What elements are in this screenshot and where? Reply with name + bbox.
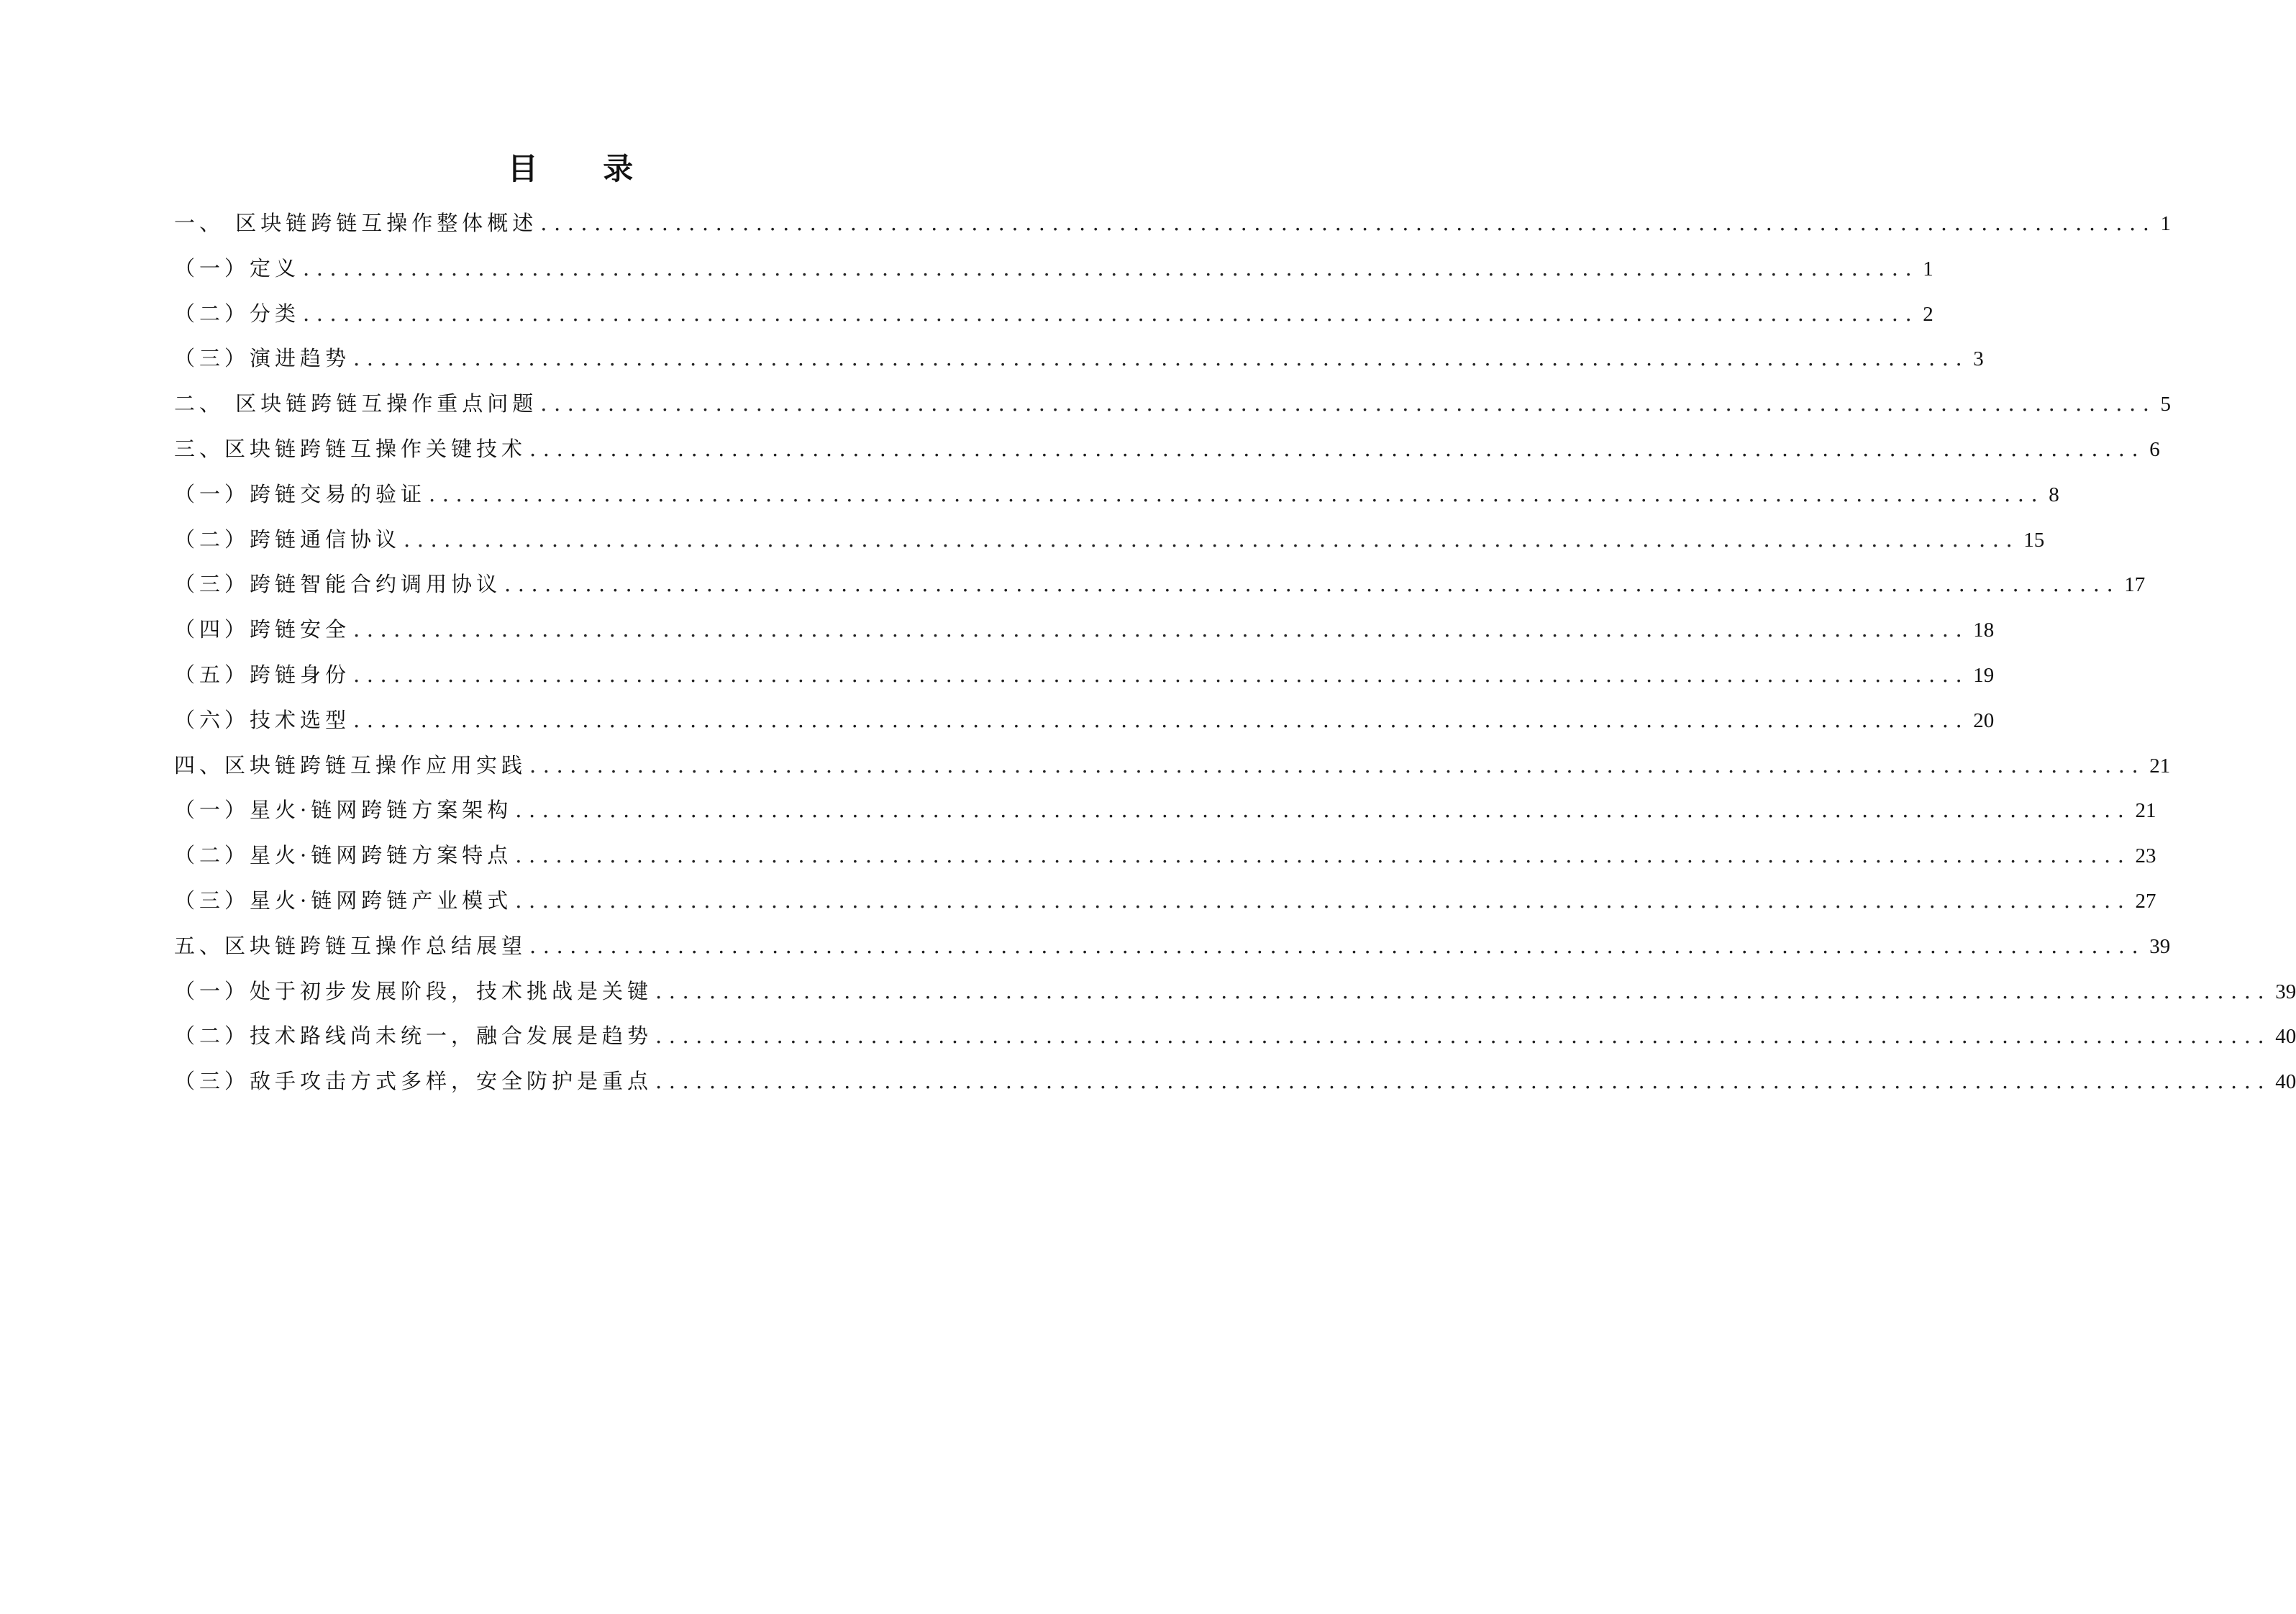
toc-entry[interactable]	[174, 1059, 2296, 1104]
toc-dot-leader: ........................................................................................................................	[429, 481, 2045, 506]
toc-entry[interactable]	[174, 743, 2171, 788]
toc-entry[interactable]	[174, 562, 2146, 607]
toc-entry-label: （三）演进趋势	[174, 346, 351, 371]
toc-page-number: 21	[2149, 754, 2171, 778]
toc-entry[interactable]	[174, 336, 1984, 381]
toc-entry[interactable]	[174, 291, 1933, 337]
toc-dot-leader: ........................................................................................................................	[655, 1023, 2272, 1049]
toc-entry-label: （一）跨链交易的验证	[174, 481, 427, 506]
toc-dot-leader: ........................................................................................................................	[655, 1069, 2272, 1094]
toc-entry-label: （二）技术路线尚未统一，融合发展是趋势	[174, 1023, 653, 1049]
toc-entry-label: 三、区块链跨链互操作关键技术	[174, 436, 527, 461]
toc-dot-leader: ........................................................................................................................	[515, 888, 2131, 913]
toc-entry-label: （三）星火·链网跨链产业模式	[174, 888, 513, 913]
toc-entry-label: （五）跨链身份	[174, 662, 351, 687]
toc-entry-label: （一）处于初步发展阶段，技术挑战是关键	[174, 978, 653, 1003]
toc-page-number: 2	[1923, 302, 1933, 326]
toc-title: 目 录	[507, 151, 661, 186]
toc-dot-leader: ........................................................................................................................	[404, 526, 2020, 552]
toc-page-number: 8	[2049, 483, 2059, 506]
toc-dot-leader: ........................................................................................................................	[303, 255, 1919, 281]
toc-entry[interactable]	[174, 517, 2045, 562]
toc-page-number: 21	[2135, 799, 2156, 823]
toc-entry[interactable]	[174, 833, 2156, 878]
toc-entry[interactable]	[174, 969, 2296, 1014]
toc-entry[interactable]	[174, 472, 2059, 517]
toc-entry[interactable]	[174, 788, 2156, 833]
toc-entry[interactable]	[174, 201, 2171, 246]
toc-dot-leader: ........................................................................................................................	[540, 211, 2156, 235]
toc-entry[interactable]	[174, 878, 2156, 924]
toc-page-number: 1	[2160, 212, 2171, 235]
toc-page-number: 27	[2135, 889, 2156, 913]
toc-page-number: 39	[2149, 934, 2171, 958]
toc-entry-label: （二）跨链通信协议	[174, 526, 401, 552]
toc-entry-label: （一）星火·链网跨链方案架构	[174, 798, 513, 823]
toc-entry[interactable]	[174, 427, 2160, 472]
toc-dot-leader: ........................................................................................................................	[515, 843, 2131, 868]
toc-dot-leader: ........................................................................................................................	[353, 617, 1969, 642]
toc-page-number: 20	[1973, 708, 1995, 732]
toc-page-number: 17	[2124, 573, 2146, 597]
toc-page-number: 23	[2135, 844, 2156, 868]
toc-entry-label: （一）定义	[174, 255, 301, 281]
toc-entry[interactable]	[174, 246, 1933, 291]
toc-entry-label: （三）跨链智能合约调用协议	[174, 572, 502, 597]
toc-page-number: 1	[1923, 257, 1933, 281]
toc-dot-leader: ........................................................................................................................	[529, 436, 2146, 461]
toc-entry-label: 二、 区块链跨链互操作重点问题	[174, 391, 538, 416]
toc-entry[interactable]	[174, 381, 2171, 427]
toc-dot-leader: ........................................................................................................................	[655, 978, 2272, 1003]
toc-dot-leader: ........................................................................................................................	[515, 798, 2131, 823]
toc-entry[interactable]	[174, 607, 1995, 652]
toc-page-number: 15	[2023, 528, 2045, 552]
toc-entry-label: （二）分类	[174, 301, 301, 326]
toc-page-number: 6	[2149, 437, 2160, 461]
toc-dot-leader: ........................................................................................................................	[303, 301, 1919, 326]
toc-entry[interactable]	[174, 1013, 2296, 1059]
toc-entry-label: （三）敌手攻击方式多样，安全防护是重点	[174, 1069, 653, 1094]
toc-dot-leader: ........................................................................................................................	[540, 391, 2156, 416]
toc-entry[interactable]	[174, 924, 2171, 969]
toc-page-number: 3	[1973, 347, 1984, 371]
toc-page-number: 18	[1973, 619, 1995, 642]
toc-dot-leader: ........................................................................................................................	[353, 346, 1969, 371]
toc-page-number: 19	[1973, 663, 1995, 687]
toc-page-number: 40	[2275, 1070, 2296, 1094]
toc-dot-leader: ........................................................................................................................	[353, 662, 1969, 687]
toc-entry[interactable]	[174, 652, 1995, 698]
toc-entry-label: 五、区块链跨链互操作总结展望	[174, 933, 527, 958]
toc-dot-leader: ........................................................................................................................	[504, 572, 2120, 597]
toc-entry-label: 四、区块链跨链互操作应用实践	[174, 752, 527, 778]
toc-dot-leader: ........................................................................................................................	[529, 933, 2146, 958]
toc-dot-leader: ........................................................................................................................	[353, 707, 1969, 732]
toc-entry-label: （四）跨链安全	[174, 617, 351, 642]
toc-entry-label: （二）星火·链网跨链方案特点	[174, 843, 513, 868]
toc-page-number: 5	[2160, 393, 2171, 416]
toc-entry-label: （六）技术选型	[174, 707, 351, 732]
toc-dot-leader: ........................................................................................................................	[529, 752, 2146, 778]
toc-entry-label: 一、 区块链跨链互操作整体概述	[174, 211, 538, 235]
table-of-contents	[174, 201, 2296, 1104]
toc-entry[interactable]	[174, 698, 1995, 743]
toc-page-number: 39	[2275, 980, 2296, 1003]
toc-page-number: 40	[2275, 1025, 2296, 1049]
